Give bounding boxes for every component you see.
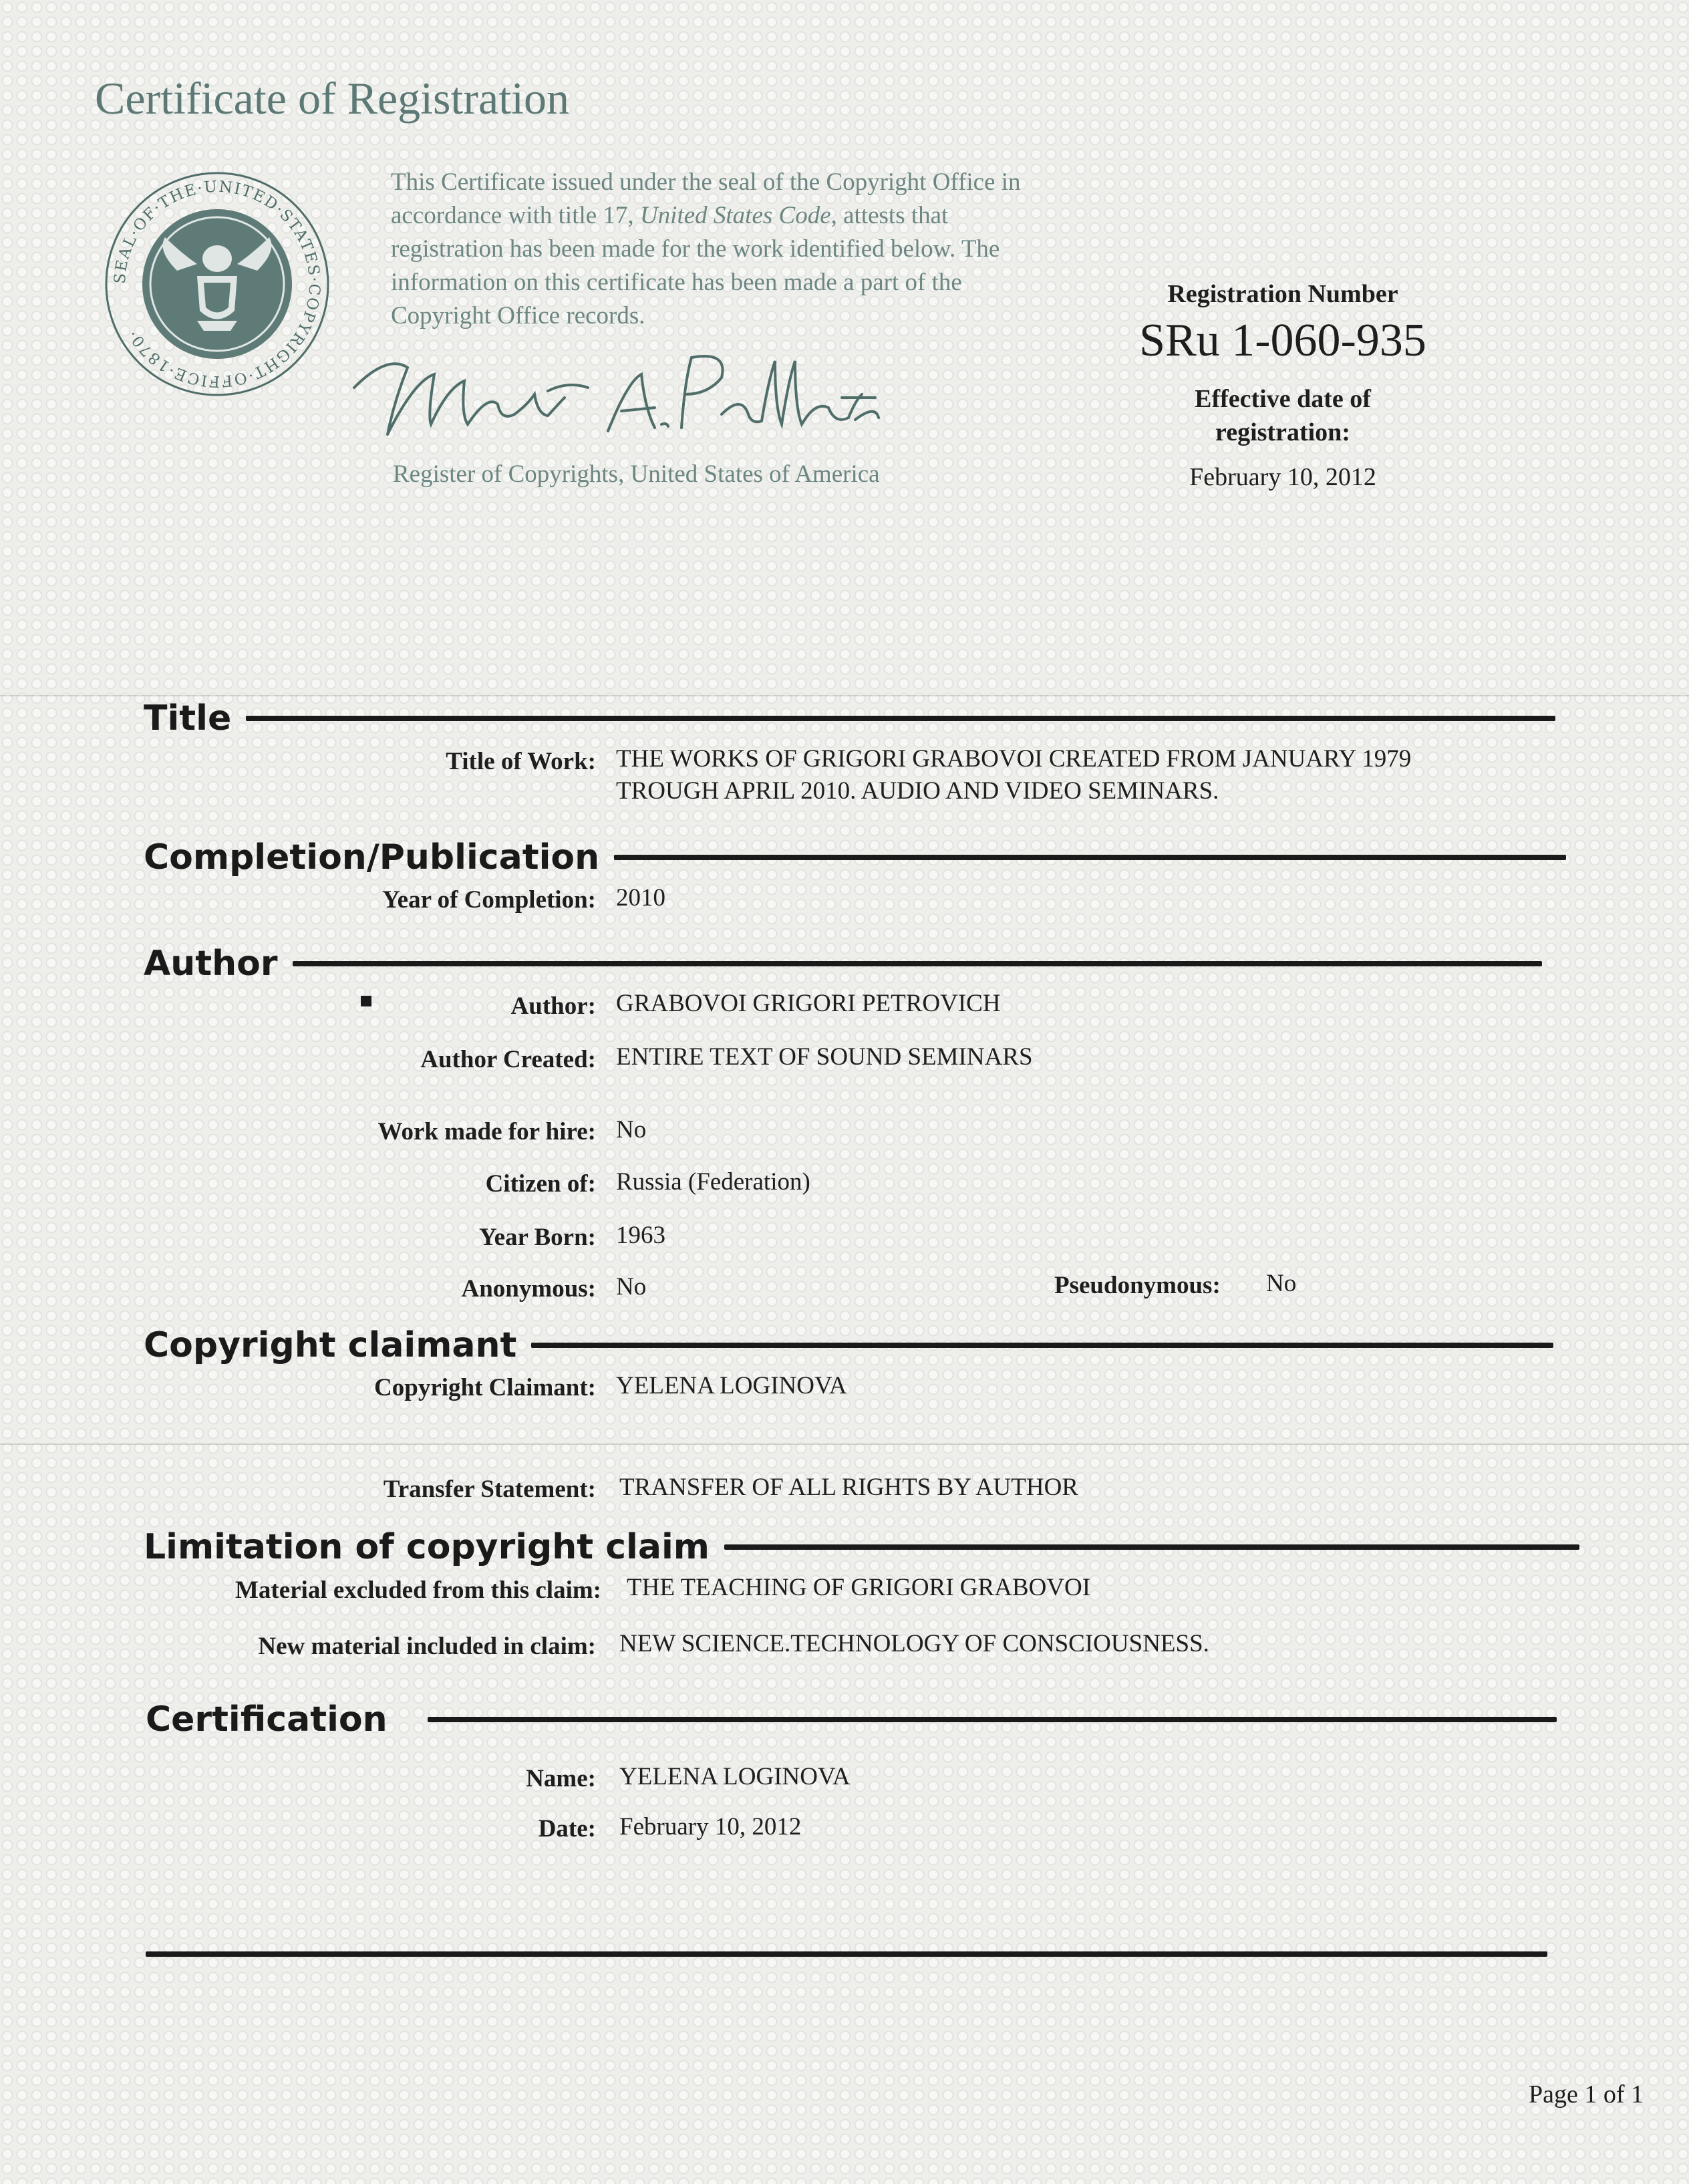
certification-name-value: YELENA LOGINOVA bbox=[619, 1763, 851, 1790]
section-completion: Completion/Publication bbox=[144, 837, 1566, 877]
anonymous-label: Anonymous: bbox=[461, 1275, 596, 1303]
page-number: Page 1 of 1 bbox=[1528, 2080, 1644, 2108]
anonymous-value: No bbox=[616, 1273, 647, 1301]
work-for-hire-label: Work made for hire: bbox=[377, 1118, 596, 1145]
effective-date-label: Effective date of registration: bbox=[1195, 385, 1371, 446]
certification-date-label: Date: bbox=[538, 1815, 596, 1842]
bottom-rule bbox=[146, 1951, 1547, 1957]
year-of-completion-value: 2010 bbox=[616, 884, 665, 912]
section-title: Title bbox=[144, 698, 1555, 738]
new-material-label: New material included in claim: bbox=[258, 1633, 596, 1660]
transfer-statement-value: TRANSFER OF ALL RIGHTS BY AUTHOR bbox=[619, 1474, 1078, 1501]
work-for-hire-value: No bbox=[616, 1116, 647, 1143]
signature-text: Maria A. Pallante bbox=[615, 441, 620, 442]
paper-fold-line bbox=[0, 1444, 1689, 1445]
registration-number-label: Registration Number bbox=[1167, 280, 1398, 308]
pseudonymous-label: Pseudonymous: bbox=[1054, 1272, 1221, 1299]
author-created-value: ENTIRE TEXT OF SOUND SEMINARS bbox=[616, 1043, 1033, 1071]
year-born-label: Year Born: bbox=[478, 1224, 596, 1251]
author-created-label: Author Created: bbox=[420, 1046, 596, 1073]
year-born-value: 1963 bbox=[616, 1222, 665, 1249]
section-certification: Certification bbox=[146, 1699, 1557, 1740]
signature-icon bbox=[347, 341, 882, 448]
citizen-of-value: Russia (Federation) bbox=[616, 1168, 810, 1196]
section-copyright-claimant: Copyright claimant bbox=[144, 1325, 1553, 1365]
title-of-work-value: THE WORKS OF GRIGORI GRABOVOI CREATED FROM JANUARY 1979 TROUGH APRIL 2010. AUDIO AND VIDEO SEMINARS. bbox=[616, 745, 1412, 805]
material-excluded-label: Material excluded from this claim: bbox=[235, 1577, 601, 1604]
copyright-claimant-value: YELENA LOGINOVA bbox=[616, 1372, 847, 1399]
year-of-completion-label: Year of Completion: bbox=[382, 886, 596, 914]
new-material-value: NEW SCIENCE.TECHNOLOGY OF CONSCIOUSNESS. bbox=[619, 1630, 1209, 1657]
citizen-of-label: Citizen of: bbox=[485, 1170, 596, 1198]
effective-date: February 10, 2012 bbox=[1189, 463, 1376, 491]
registration-block bbox=[1096, 279, 1470, 492]
pseudonymous-value: No bbox=[1266, 1270, 1297, 1297]
register-of-copyrights: Register of Copyrights, United States of America bbox=[393, 460, 880, 488]
title-of-work-label: Title of Work: bbox=[446, 748, 596, 775]
certification-name-label: Name: bbox=[526, 1765, 596, 1792]
copyright-claimant-label: Copyright Claimant: bbox=[374, 1374, 596, 1401]
author-value: GRABOVOI GRIGORI PETROVICH bbox=[616, 990, 1001, 1017]
registration-number: SRu 1-060-935 bbox=[1139, 315, 1426, 366]
eagle-seal-icon bbox=[104, 170, 331, 398]
certificate-intro-text: This Certificate issued under the seal of the Copyright Office in accordance with title 17, United States Code, attests that registration has been made for the work identified below. The information on this certificate has been made a part of the Copyright Office records. bbox=[391, 168, 1021, 329]
material-excluded-value: THE TEACHING OF GRIGORI GRABOVOI bbox=[627, 1574, 1091, 1601]
paper-fold-line bbox=[0, 695, 1689, 696]
certificate-title: Certificate of Registration bbox=[95, 73, 569, 124]
transfer-statement-label: Transfer Statement: bbox=[383, 1476, 596, 1503]
certification-date-value: February 10, 2012 bbox=[619, 1813, 802, 1840]
author-label: Author: bbox=[510, 992, 596, 1020]
section-author: Author bbox=[144, 944, 1542, 984]
author-bullet bbox=[361, 996, 371, 1006]
seal-ring-text: SEAL·OF·THE·UNITED·STATES·COPYRIGHT·OFFICE·1870· bbox=[111, 178, 323, 390]
section-limitation: Limitation of copyright claim bbox=[144, 1527, 1579, 1567]
